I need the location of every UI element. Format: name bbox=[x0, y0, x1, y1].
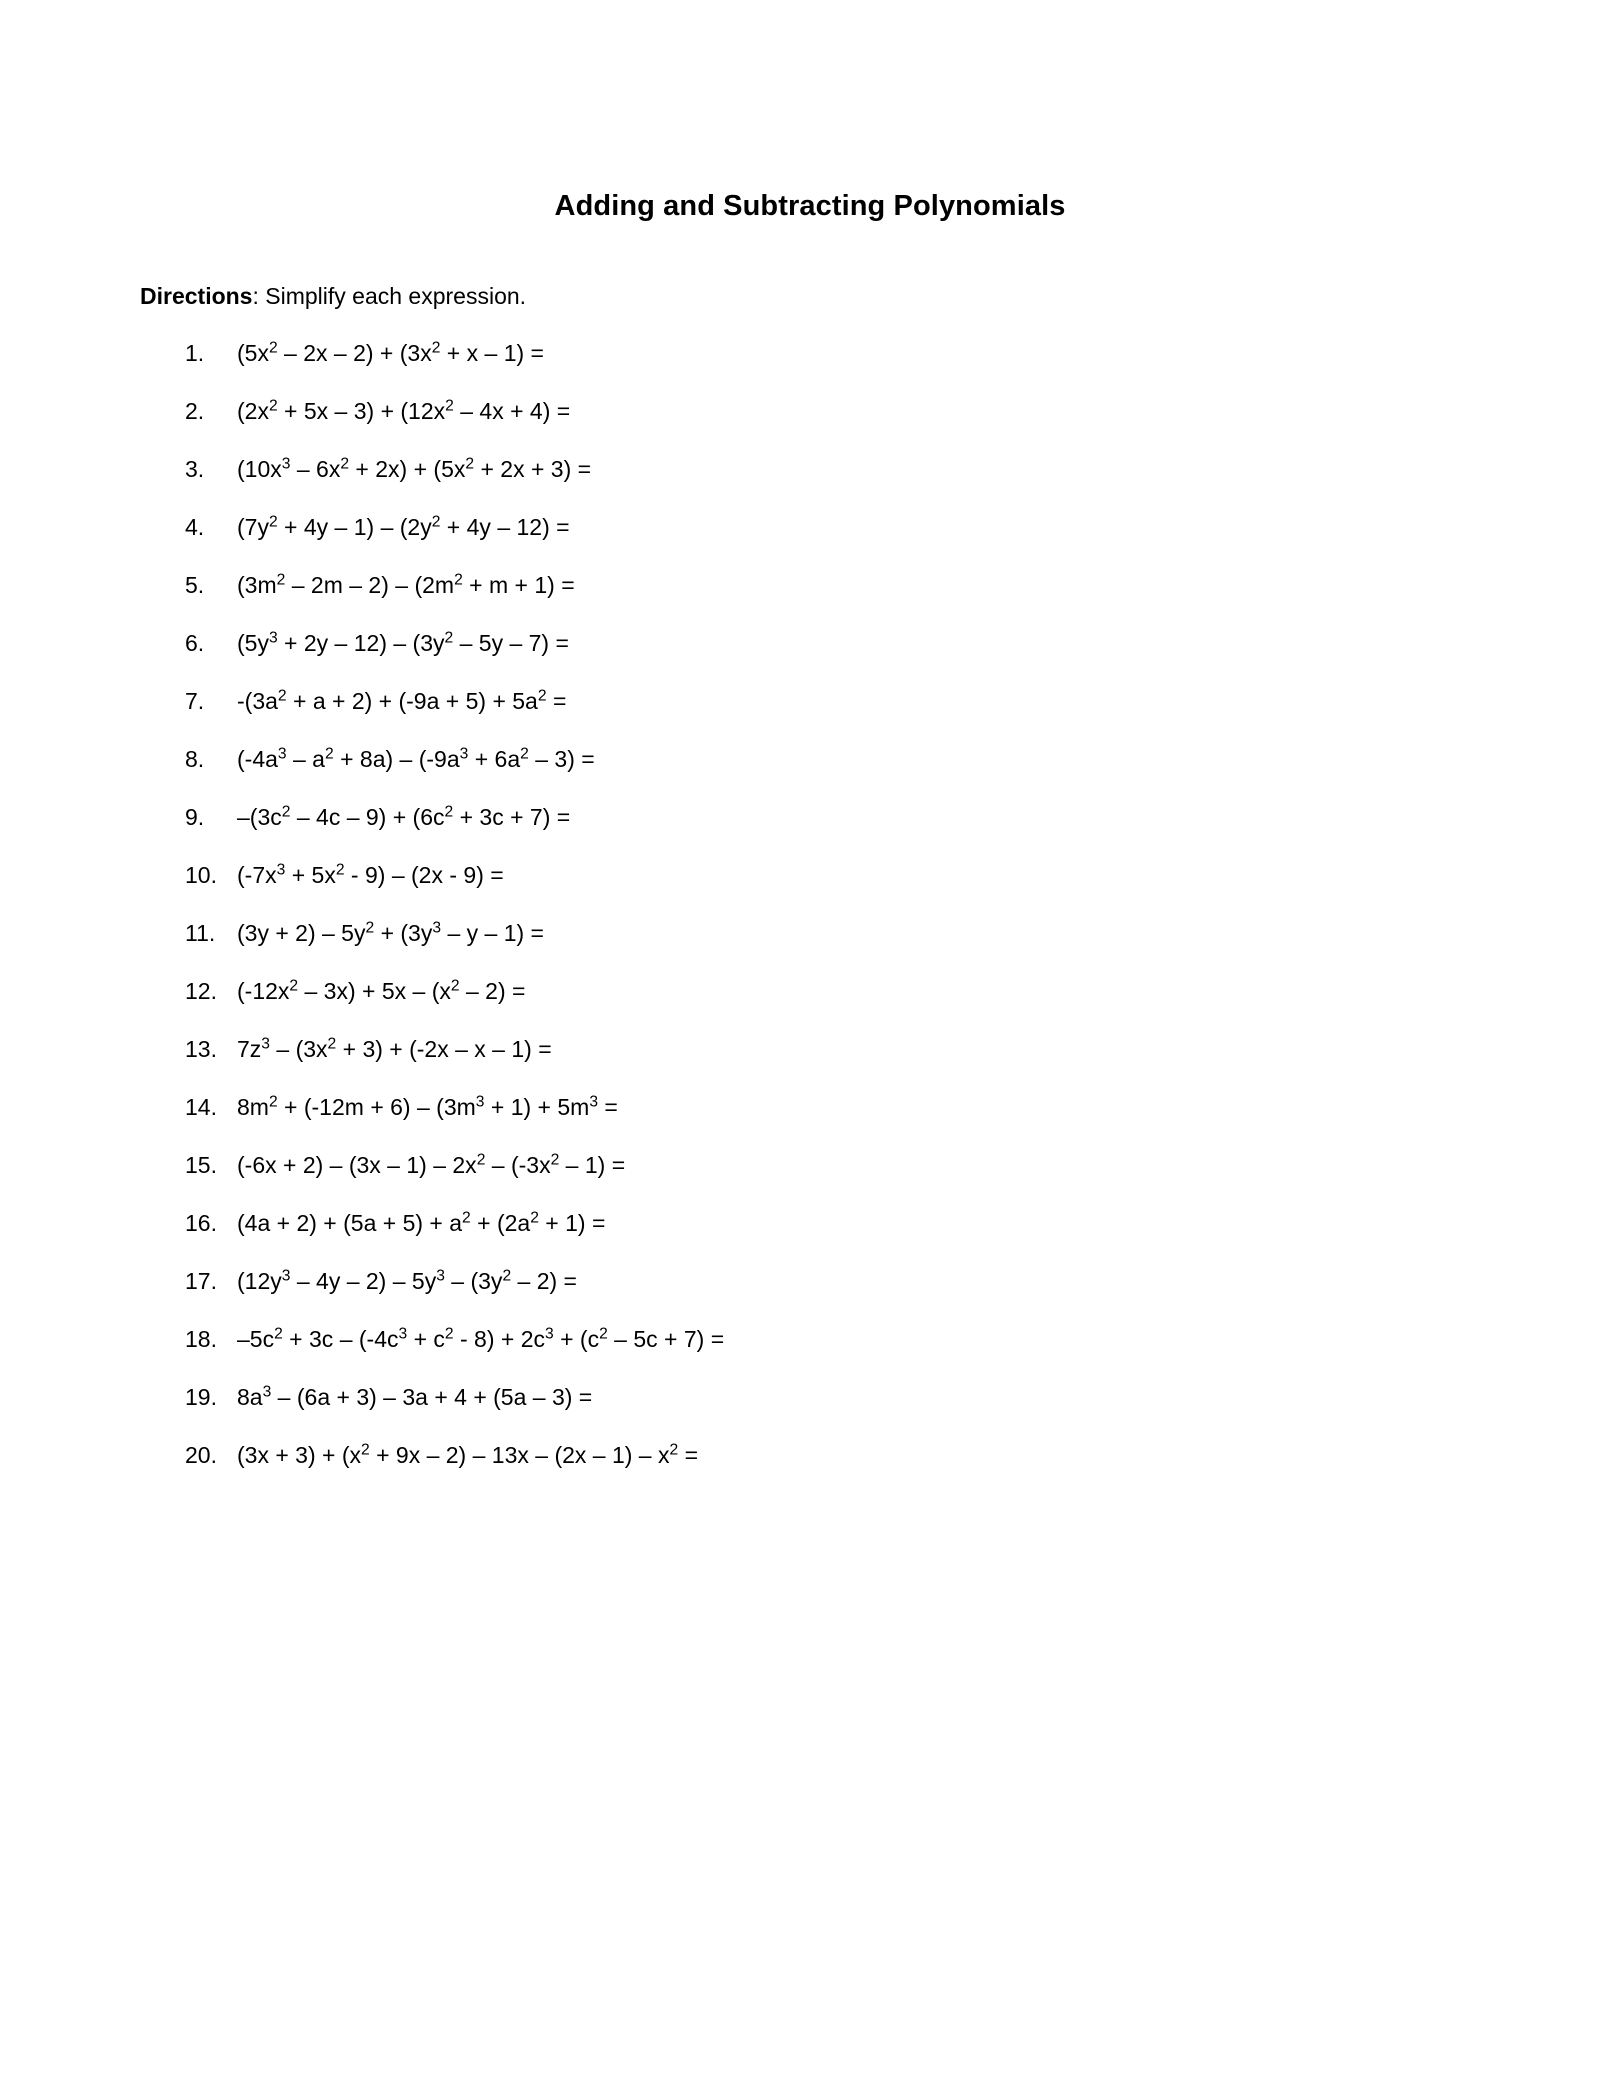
problem-number: 13. bbox=[185, 1036, 217, 1062]
problem-number: 4. bbox=[185, 514, 205, 540]
problem-number: 14. bbox=[185, 1094, 217, 1120]
problem-number: 5. bbox=[185, 572, 205, 598]
problem-item bbox=[0, 745, 1620, 806]
problem-item bbox=[0, 1209, 1620, 1270]
problem-expression: $(-4a^3 - a^2 + 8a) - (-9a^3 + 6a^2 - 3)$ = bbox=[237, 745, 595, 772]
problem-item bbox=[0, 1383, 1620, 1444]
problem-item bbox=[0, 919, 1620, 980]
problem-number: 12. bbox=[185, 978, 217, 1004]
problem-number: 6. bbox=[185, 630, 205, 656]
problem-item bbox=[0, 571, 1620, 632]
problem-expression: $(3x + 3) + (x^2 + 9x - 2) - 13x - (2x - 1) - x^2$ = bbox=[237, 1441, 699, 1468]
problem-item bbox=[0, 1151, 1620, 1212]
problem-item bbox=[0, 803, 1620, 864]
problem-expression: $(3y + 2) - 5y^2 + (3y^3 - y - 1)$ = bbox=[237, 919, 544, 946]
problem-item bbox=[0, 1093, 1620, 1154]
problem-number: 8. bbox=[185, 746, 205, 772]
directions-line bbox=[0, 223, 1620, 310]
problem-expression: $-(3c^2 - 4c - 9) + (6c^2 + 3c + 7)$ = bbox=[237, 803, 571, 830]
problem-item bbox=[0, 1325, 1620, 1386]
problem-expression: $(10x^3 - 6x^2 + 2x) + (5x^2 + 2x + 3)$ = bbox=[237, 455, 592, 482]
problem-number: 1. bbox=[185, 340, 205, 366]
problem-expression: $(-12x^2 - 3x) + 5x - (x^2 - 2)$ = bbox=[237, 977, 526, 1004]
directions-label: Directions bbox=[140, 283, 253, 309]
problem-expression: $(-7x^3 + 5x^2 - 9) - (2x - 9)$ = bbox=[237, 861, 504, 888]
problem-expression: $(4a + 2) + (5a + 5) + a^2 + (2a^2 + 1)$ = bbox=[237, 1209, 606, 1236]
problem-expression: $7z^3 - (3x^2 + 3) + (-2x - x - 1)$ = bbox=[237, 1035, 552, 1062]
problem-item bbox=[0, 455, 1620, 516]
problem-number: 18. bbox=[185, 1326, 217, 1352]
problem-list bbox=[0, 310, 1620, 1502]
problem-item bbox=[0, 977, 1620, 1038]
directions-text: : Simplify each expression. bbox=[252, 283, 527, 309]
problem-expression: $8a^3 - (6a + 3) - 3a + 4 + (5a - 3)$ = bbox=[237, 1383, 593, 1410]
problem-expression: $(5x^2 - 2x - 2) + (3x^2 + x - 1)$ = bbox=[237, 339, 544, 366]
problem-number: 11. bbox=[185, 920, 216, 946]
problem-number: 10. bbox=[185, 862, 217, 888]
problem-expression: $(-6x + 2) - (3x - 1) - 2x^2 - (-3x^2 - 1)$ = bbox=[237, 1151, 626, 1178]
problem-expression: $(3m^2 - 2m - 2) - (2m^2 + m + 1)$ = bbox=[237, 571, 575, 598]
problem-item bbox=[0, 1035, 1620, 1096]
problem-number: 20. bbox=[185, 1442, 217, 1468]
problem-expression: $(5y^3 + 2y - 12) - (3y^2 - 5y - 7)$ = bbox=[237, 629, 569, 656]
problem-expression: $-5c^2 + 3c - (-4c^3 + c^2 - 8) + 2c^3 + (c^2 - 5c + 7)$ = bbox=[237, 1325, 725, 1352]
problem-number: 9. bbox=[185, 804, 205, 830]
problem-item bbox=[0, 397, 1620, 458]
problem-expression: $-(3a^2 + a + 2) + (-9a + 5) + 5a^2$ = bbox=[237, 687, 567, 714]
problem-expression: $(12y^3 - 4y - 2) - 5y^3 - (3y^2 - 2)$ = bbox=[237, 1267, 577, 1294]
problem-number: 19. bbox=[185, 1384, 217, 1410]
problem-item bbox=[0, 861, 1620, 922]
problem-item bbox=[0, 1267, 1620, 1328]
problem-expression: $8m^2 + (-12m + 6) - (3m^3 + 1) + 5m^3$ = bbox=[237, 1093, 618, 1120]
problem-number: 17. bbox=[185, 1268, 217, 1294]
page-title: Adding and Subtracting Polynomials bbox=[554, 190, 1066, 222]
problem-item bbox=[0, 513, 1620, 574]
problem-number: 16. bbox=[185, 1210, 217, 1236]
problem-item bbox=[0, 687, 1620, 748]
problem-number: 3. bbox=[185, 456, 205, 482]
problem-number: 15. bbox=[185, 1152, 217, 1178]
problem-number: 7. bbox=[185, 688, 205, 714]
problem-number: 2. bbox=[185, 398, 205, 424]
problem-expression: $(2x^2 + 5x - 3) + (12x^2 - 4x + 4)$ = bbox=[237, 397, 571, 424]
problem-item bbox=[0, 339, 1620, 400]
problem-expression: $(7y^2 + 4y - 1) - (2y^2 + 4y - 12)$ = bbox=[237, 513, 570, 540]
problem-item bbox=[0, 629, 1620, 690]
problem-item bbox=[0, 1441, 1620, 1502]
